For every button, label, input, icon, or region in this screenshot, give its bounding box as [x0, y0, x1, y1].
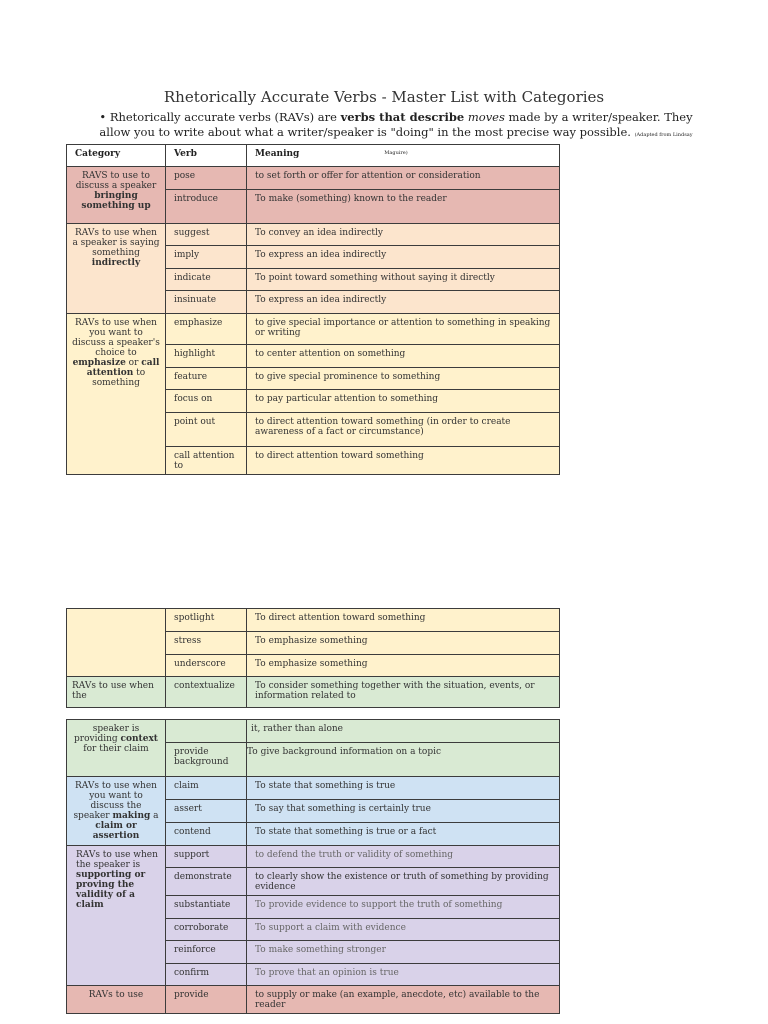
category-indirectly: RAVs to use when a speaker is saying something indirectly: [67, 224, 166, 314]
verb-cell: indicate: [166, 269, 247, 291]
meaning-cell: to direct attention toward something (in order to create awareness of a fact or circumstance): [247, 413, 560, 447]
rav-table-part-1: [66, 144, 560, 475]
verb-cell: emphasize: [166, 314, 247, 345]
category-emphasize-continued: [67, 609, 166, 677]
meaning-cell: To state that something is true or a fact: [247, 822, 560, 845]
rav-table-part-3: [66, 719, 560, 1014]
meaning-cell: it, rather than alone: [247, 720, 560, 743]
category-provide: RAVs to use: [67, 986, 166, 1014]
meaning-cell: To emphasize something: [247, 632, 560, 655]
verb-cell: highlight: [166, 345, 247, 368]
table-row: [67, 609, 560, 632]
table-row: [67, 720, 560, 743]
intro-text-1: Rhetorically accurate verbs (RAVs) are: [109, 110, 341, 124]
verb-cell: underscore: [166, 655, 247, 677]
verb-cell: call attention to: [166, 447, 247, 475]
verb-cell: substantiate: [166, 896, 247, 919]
meaning-cell: To state that something is true: [247, 777, 560, 800]
verb-cell: insinuate: [166, 291, 247, 314]
verb-cell: [166, 720, 247, 743]
meaning-cell: to give special importance or attention to something in speaking or writing: [247, 314, 560, 345]
verb-cell: focus on: [166, 390, 247, 413]
table-row: [67, 314, 560, 345]
category-supporting: RAVs to use when the speaker is supporting or proving the validity of a claim: [67, 846, 166, 986]
meaning-cell: to give special prominence to something: [247, 368, 560, 390]
category-context: speaker is providing context for their claim: [67, 720, 166, 777]
category-context-start: RAVs to use when the: [67, 677, 166, 708]
category-emphasize: RAVs to use when you want to discuss a speaker's choice to emphasize or call attention to something: [67, 314, 166, 475]
verb-cell: claim: [166, 777, 247, 800]
intro-credit: (Adapted from Lindsay Maguire): [384, 132, 693, 156]
header-verb: Verb: [166, 145, 247, 167]
verb-cell: suggest: [166, 224, 247, 246]
category-claim: RAVs to use when you want to discuss the speaker making a claim or assertion: [67, 777, 166, 846]
meaning-cell: To make something stronger: [247, 941, 560, 964]
verb-cell: provide background: [166, 743, 247, 777]
verb-cell: assert: [166, 800, 247, 822]
table-row: [67, 167, 560, 190]
bullet: •: [99, 110, 107, 124]
table-row: [67, 677, 560, 708]
meaning-cell: To say that something is certainly true: [247, 800, 560, 822]
meaning-cell: To support a claim with evidence: [247, 919, 560, 941]
verb-cell: stress: [166, 632, 247, 655]
intro-italic: moves: [467, 110, 505, 124]
meaning-cell: to clearly show the existence or truth of something by providing evidence: [247, 868, 560, 896]
meaning-cell: To emphasize something: [247, 655, 560, 677]
header-category: Category: [67, 145, 166, 167]
verb-cell: confirm: [166, 964, 247, 986]
verb-cell: contend: [166, 822, 247, 845]
meaning-cell: To give background information on a topic: [247, 743, 560, 777]
verb-cell: imply: [166, 246, 247, 269]
meaning-cell: To direct attention toward something: [247, 609, 560, 632]
verb-cell: provide: [166, 986, 247, 1014]
meaning-cell: to set forth or offer for attention or consideration: [247, 167, 560, 190]
meaning-cell: To consider something together with the situation, events, or information related to: [247, 677, 560, 708]
meaning-cell: To express an idea indirectly: [247, 246, 560, 269]
header-meaning: Meaning: [247, 145, 560, 167]
meaning-cell: To point toward something without saying it directly: [247, 269, 560, 291]
verb-cell: introduce: [166, 190, 247, 224]
verb-cell: feature: [166, 368, 247, 390]
meaning-cell: To prove that an opinion is true: [247, 964, 560, 986]
meaning-cell: To convey an idea indirectly: [247, 224, 560, 246]
verb-cell: corroborate: [166, 919, 247, 941]
meaning-cell: to center attention on something: [247, 345, 560, 368]
table-row: [67, 224, 560, 246]
meaning-cell: to pay particular attention to something: [247, 390, 560, 413]
verb-cell: contextualize: [166, 677, 247, 708]
verb-cell: support: [166, 846, 247, 868]
verb-cell: spotlight: [166, 609, 247, 632]
verb-cell: reinforce: [166, 941, 247, 964]
meaning-cell: To express an idea indirectly: [247, 291, 560, 314]
meaning-cell: To provide evidence to support the truth of something: [247, 896, 560, 919]
meaning-cell: to defend the truth or validity of something: [247, 846, 560, 868]
table-row: [67, 986, 560, 1014]
table-row: [67, 846, 560, 868]
meaning-cell: to supply or make (an example, anecdote, etc) available to the reader: [247, 986, 560, 1014]
table-header-row: [67, 145, 560, 167]
intro-bold: verbs that describe: [340, 110, 465, 124]
page-title: Rhetorically Accurate Verbs - Master List with Categories: [163, 88, 605, 106]
verb-cell: point out: [166, 413, 247, 447]
meaning-cell: To make (something) known to the reader: [247, 190, 560, 224]
category-bringing-up: RAVS to use to discuss a speaker bringing something up: [67, 167, 166, 224]
intro-text-2: made by a writer/speaker. They allow you to write about what a writer/speaker is "doing" in the most precise way possible.: [99, 110, 693, 139]
table-row: [67, 777, 560, 800]
verb-cell: pose: [166, 167, 247, 190]
meaning-cell: to direct attention toward something: [247, 447, 560, 475]
rav-table-part-2: [66, 608, 560, 708]
verb-cell: demonstrate: [166, 868, 247, 896]
